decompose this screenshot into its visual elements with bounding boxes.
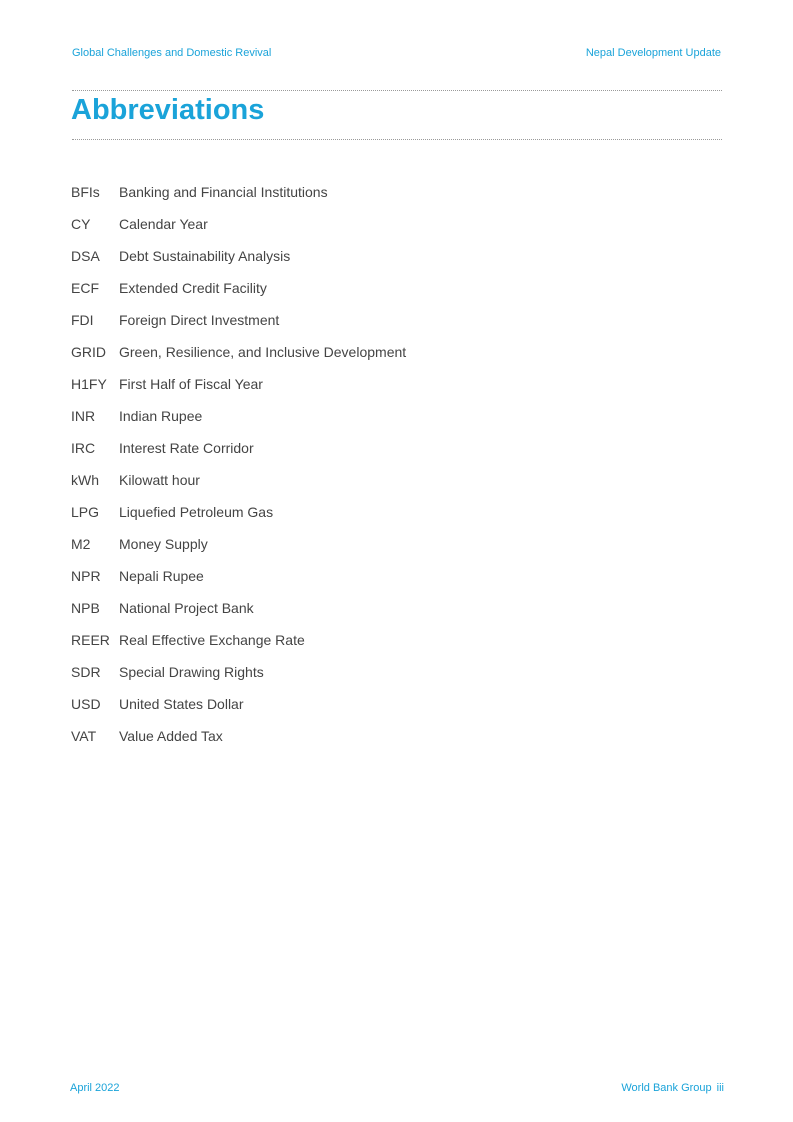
abbreviation-term: BFIs bbox=[71, 184, 100, 200]
abbreviation-definition: Special Drawing Rights bbox=[119, 664, 264, 680]
abbreviation-definition: First Half of Fiscal Year bbox=[119, 376, 263, 392]
abbreviation-term: REER bbox=[71, 632, 110, 648]
abbreviation-term: INR bbox=[71, 408, 96, 424]
title-top-divider bbox=[72, 90, 722, 91]
abbreviation-definition: Foreign Direct Investment bbox=[119, 312, 280, 328]
abbreviation-term: H1FY bbox=[71, 376, 107, 392]
abbreviation-term: ECF bbox=[71, 280, 99, 296]
abbreviation-term: SDR bbox=[71, 664, 101, 680]
page-footer bbox=[70, 1082, 724, 1098]
footer-publisher: World Bank Group bbox=[621, 1082, 712, 1094]
abbreviation-term: IRC bbox=[71, 440, 96, 456]
abbreviation-term: VAT bbox=[71, 728, 97, 744]
footer-date: April 2022 bbox=[70, 1082, 120, 1094]
abbreviation-term: CY bbox=[71, 216, 91, 232]
footer-publisher-block bbox=[621, 1082, 724, 1094]
abbreviation-term: GRID bbox=[71, 344, 106, 360]
abbreviation-term: M2 bbox=[71, 536, 91, 552]
abbreviation-definition: Liquefied Petroleum Gas bbox=[119, 504, 274, 520]
abbreviation-definition: Real Effective Exchange Rate bbox=[119, 632, 305, 648]
abbreviation-definition: Money Supply bbox=[119, 536, 208, 552]
abbreviation-definition: Green, Resilience, and Inclusive Development bbox=[119, 344, 407, 360]
abbreviation-definition: Value Added Tax bbox=[119, 728, 223, 744]
title-bottom-divider bbox=[72, 139, 722, 140]
abbreviation-term: NPR bbox=[71, 568, 101, 584]
abbreviation-definition: Kilowatt hour bbox=[119, 472, 200, 488]
abbreviation-term: NPB bbox=[71, 600, 100, 616]
header-report-title: Nepal Development Update bbox=[585, 47, 721, 59]
abbreviation-term: DSA bbox=[71, 248, 100, 264]
page-title: Abbreviations bbox=[71, 94, 265, 126]
abbreviation-definition: Interest Rate Corridor bbox=[119, 440, 254, 456]
abbreviation-definition: Nepali Rupee bbox=[119, 568, 204, 584]
abbreviation-definition: United States Dollar bbox=[119, 696, 244, 712]
abbreviation-term: FDI bbox=[71, 312, 94, 328]
abbreviation-definition: National Project Bank bbox=[119, 600, 254, 616]
page-number: iii bbox=[716, 1082, 724, 1094]
abbreviation-definition: Debt Sustainability Analysis bbox=[119, 248, 291, 264]
abbreviation-term: kWh bbox=[71, 472, 99, 488]
abbreviation-definition: Calendar Year bbox=[119, 216, 208, 232]
abbreviation-term: USD bbox=[71, 696, 101, 712]
abbreviation-definition: Banking and Financial Institutions bbox=[119, 184, 328, 200]
abbreviation-definition: Extended Credit Facility bbox=[119, 280, 267, 296]
header-report-subtitle: Global Challenges and Domestic Revival bbox=[72, 47, 272, 59]
running-header bbox=[72, 47, 721, 65]
abbreviation-definition: Indian Rupee bbox=[119, 408, 203, 424]
abbreviation-term: LPG bbox=[71, 504, 100, 520]
